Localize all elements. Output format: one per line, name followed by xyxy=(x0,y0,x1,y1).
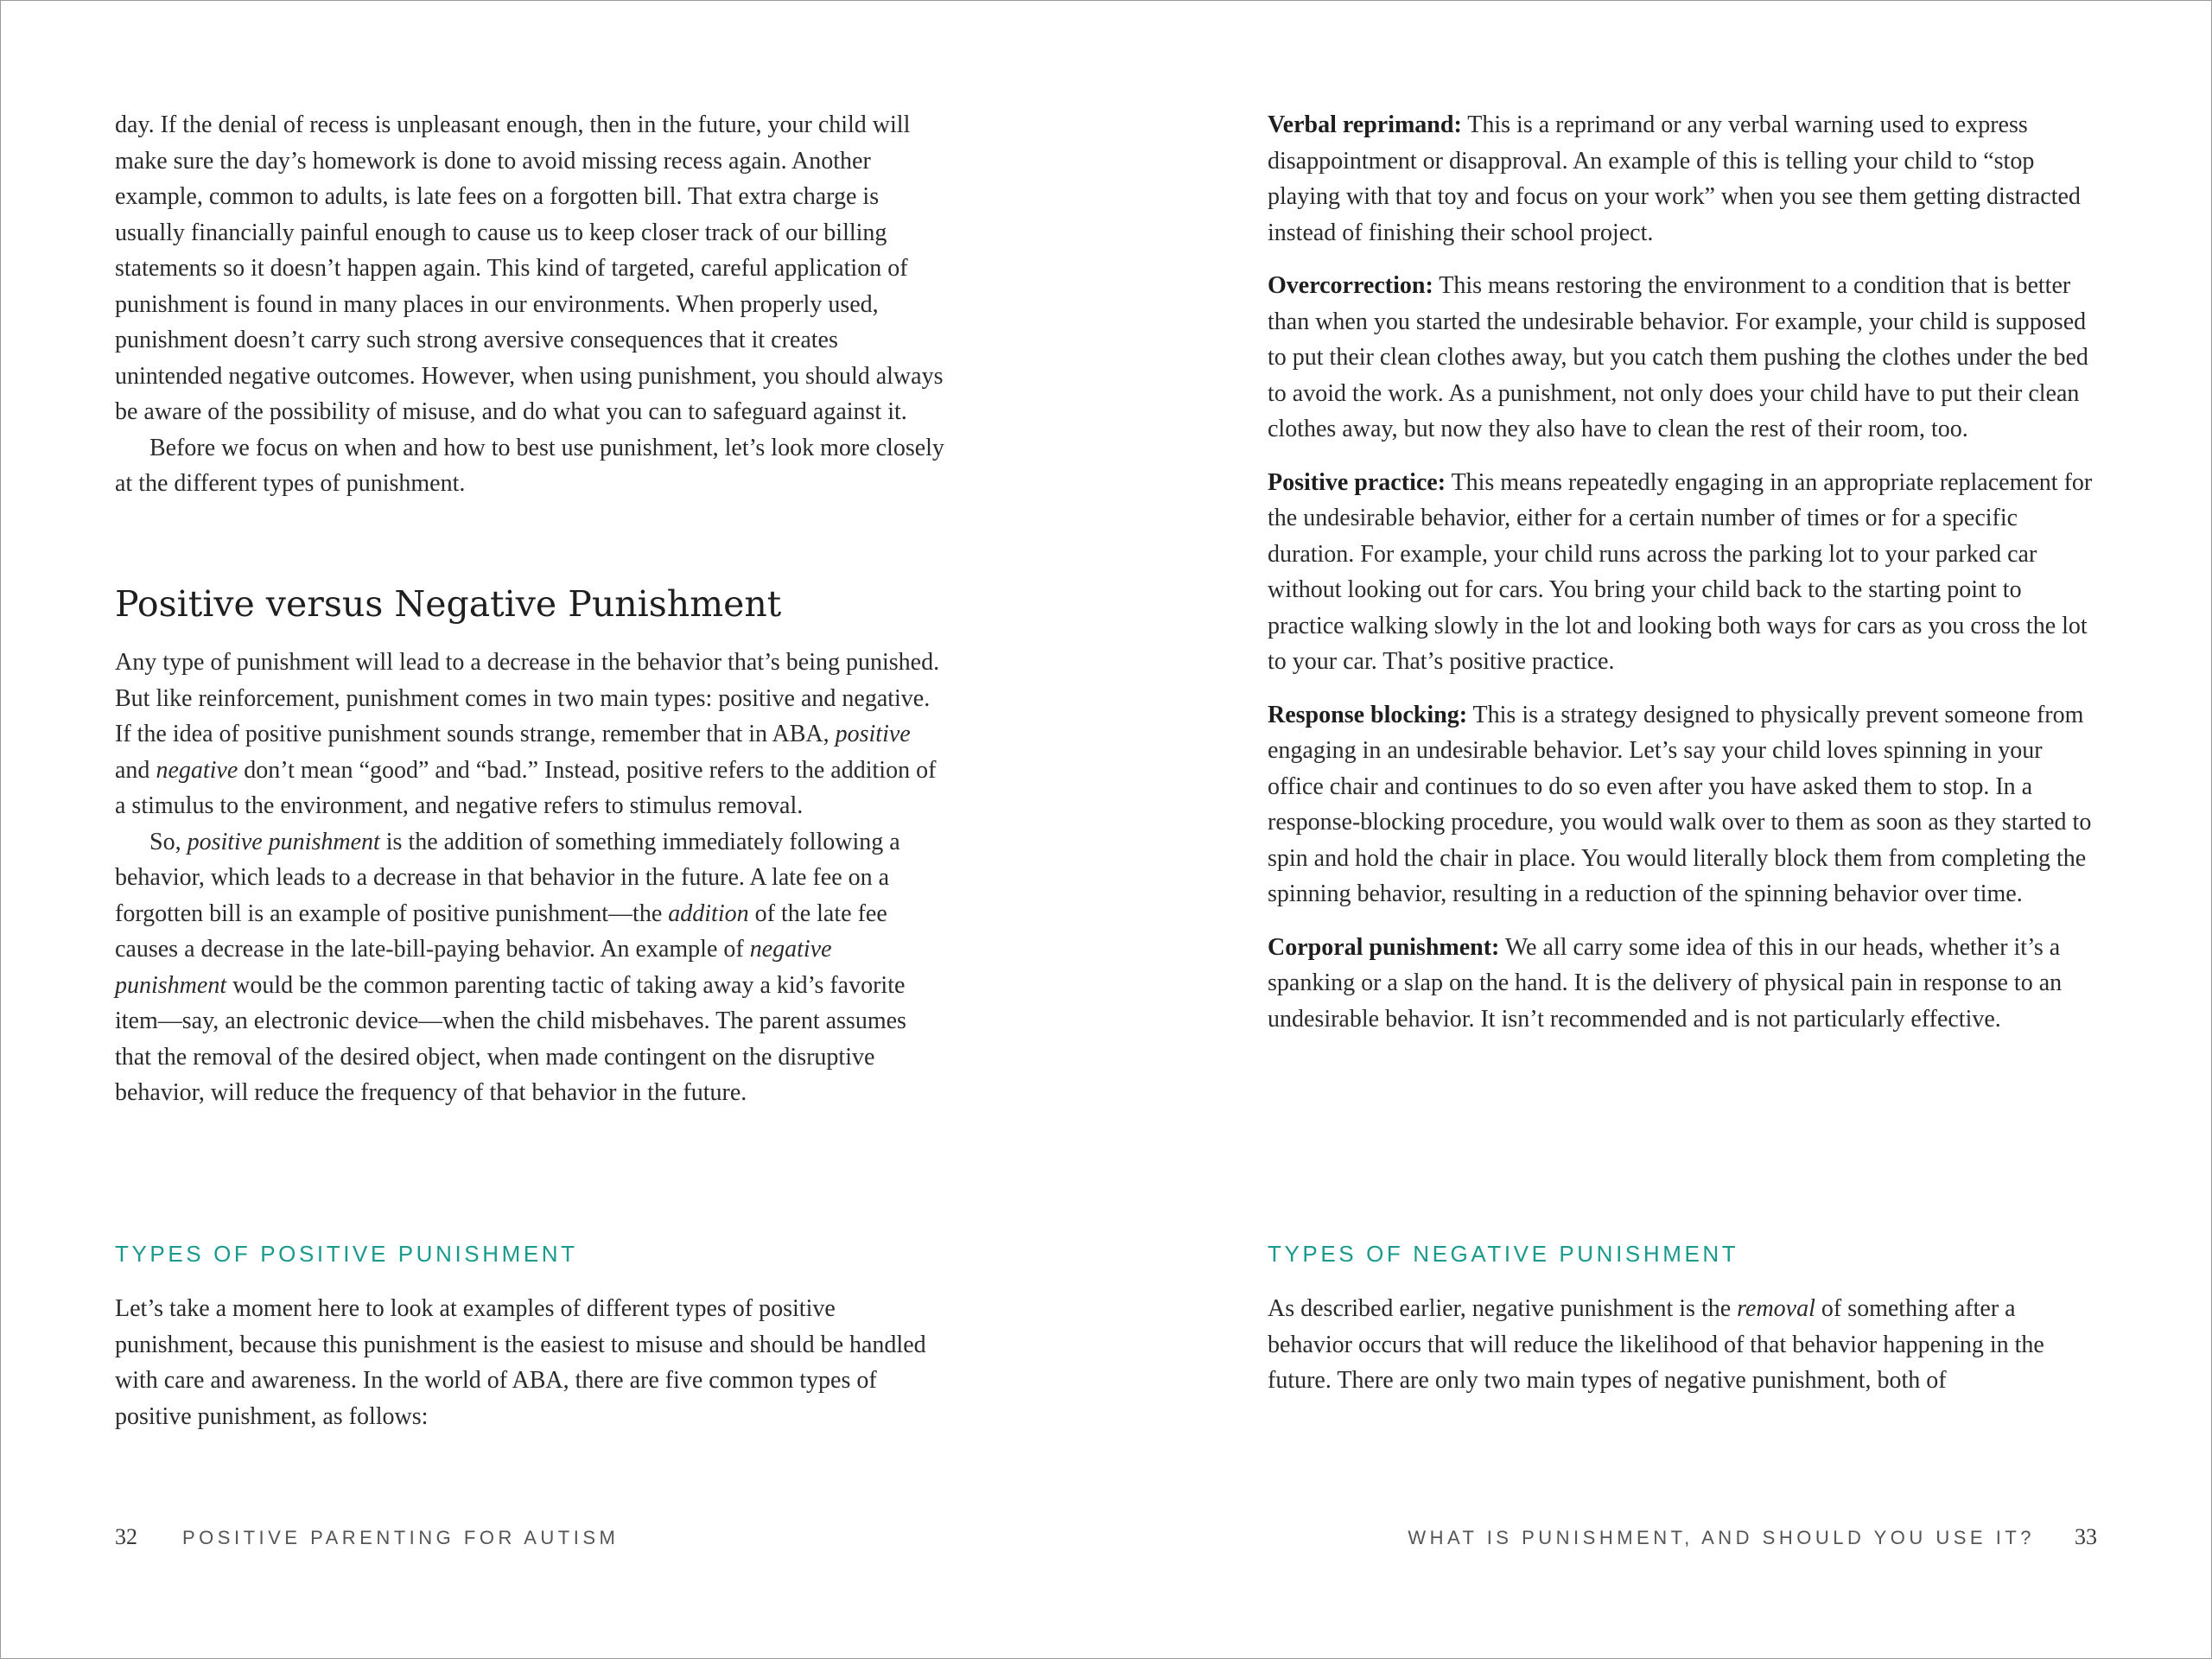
page-number-right: 33 xyxy=(2075,1524,2097,1549)
term-label: Corporal punishment: xyxy=(1268,933,1500,961)
term-label: Verbal reprimand: xyxy=(1268,111,1462,138)
term-text: This means repeatedly engaging in an appropriate replacement for the undesirable behavior, either for a certain number of times or for a specific duration. For example, your child runs across the parking lot to your parked car without looking out for cars. You bring your child back to the starting point to practice walking slowly in the lot and looking both ways for cars as you cross the lot to your car. That’s positive practice. xyxy=(1268,468,2093,675)
text-run: of the late fee causes a decrease in the late-bill-paying behavior. An example of xyxy=(115,899,887,963)
term-text: This is a strategy designed to physically prevent someone from engaging in an undesirable behavior. Let’s say your child loves spinning in your office chair and continues to do so even after you have asked them to stop. In a response-blocking procedure, you would walk over to them as soon as they started to spin and hold the chair in place. You would literally block them from completing the spinning behavior, resulting in a reduction of the spinning behavior over time. xyxy=(1268,701,2092,907)
paragraph xyxy=(1268,1291,2097,1399)
running-head-right: WHAT IS PUNISHMENT, AND SHOULD YOU USE IT? xyxy=(1408,1527,2035,1548)
section-heading: Positive versus Negative Punishment xyxy=(115,583,782,625)
right-page xyxy=(1268,0,2097,1659)
right-bottom-text xyxy=(1268,1291,2097,1399)
term-positive-practice xyxy=(1268,465,2097,680)
term-text: This is a reprimand or any verbal warning used to express disappointment or disapproval. An example of this is telling your child to “stop playing with that toy and focus on your work” when you see them getting distracted instead of finishing their school project. xyxy=(1268,111,2081,246)
term-overcorrection xyxy=(1268,268,2097,448)
term-label: Response blocking: xyxy=(1268,701,1468,728)
left-footer xyxy=(115,1520,619,1554)
term-label: Positive practice: xyxy=(1268,468,1446,496)
text-run: is the addition of something immediately following a behavior, which leads to a decrease in that behavior in the future. A late fee on a forgotten bill is an example of positive punishment—the xyxy=(115,828,900,927)
text-run: of something after a behavior occurs that will reduce the likelihood of that behavior happening in the future. There are only two main types of negative punishment, both of xyxy=(1268,1295,2044,1394)
term-verbal-reprimand xyxy=(1268,107,2097,251)
emphasis: positive punishment xyxy=(187,828,380,855)
text-run: would be the common parenting tactic of taking away a kid’s favorite item—say, an electronic device—when the child misbehaves. The parent assumes that the removal of the desired object, when made contingent on the disruptive behavior, will reduce the frequency of that behavior in the future. xyxy=(115,971,906,1106)
section-body xyxy=(115,645,944,1111)
left-top-text xyxy=(115,107,944,502)
term-text: We all carry some idea of this in our heads, whether it’s a spanking or a slap on the hand. It is the delivery of physical pain in response to an undesirable behavior. It isn’t recommended and is not particularly effective. xyxy=(1268,933,2063,1033)
text-run: and xyxy=(115,756,156,784)
term-corporal-punishment xyxy=(1268,930,2097,1038)
emphasis: negative punishment xyxy=(115,936,832,999)
punishment-types-list xyxy=(1268,107,2097,1054)
running-head-left: POSITIVE PARENTING FOR AUTISM xyxy=(182,1527,620,1548)
term-label: Overcorrection: xyxy=(1268,272,1433,299)
right-footer xyxy=(1408,1520,2097,1554)
term-response-blocking xyxy=(1268,697,2097,912)
term-text: This means restoring the environment to a condition that is better than when you started the undesirable behavior. For example, your child is supposed to put their clean clothes away, but you catch them pushing the clothes under the bed to avoid the work. As a punishment, not only does your child have to put their clean clothes away, but now they also have to clean the rest of their room, too. xyxy=(1268,272,2088,442)
paragraph xyxy=(115,824,944,1111)
emphasis: addition xyxy=(668,899,749,927)
emphasis: positive xyxy=(835,721,911,747)
subheading-positive-punishment: TYPES OF POSITIVE PUNISHMENT xyxy=(115,1241,578,1267)
paragraph: Let’s take a moment here to look at examples of different types of positive punishment, because this punishment is the easiest to misuse and should be handled with care and awareness. In the world of ABA, there are five common types of positive punishment, as follows: xyxy=(115,1295,926,1430)
left-bottom-text xyxy=(115,1291,944,1434)
paragraph: day. If the denial of recess is unpleasant enough, then in the future, your child will make sure the day’s homework is done to avoid missing recess again. Another example, common to adults, is late fees on a forgotten bill. That extra charge is usually financially painful enough to cause us to keep closer track of our billing statements so it doesn’t happen again. This kind of targeted, careful application of punishment is found in many places in our environments. When properly used, punishment doesn’t carry such strong aversive consequences that it creates unintended negative outcomes. However, when using punishment, you should always be aware of the possibility of misuse, and do what you can to safeguard against it. xyxy=(115,111,944,425)
emphasis: removal xyxy=(1737,1295,1815,1322)
left-page xyxy=(115,0,944,1659)
text-run: As described earlier, negative punishment is the xyxy=(1268,1295,1738,1322)
text-run: Any type of punishment will lead to a decrease in the behavior that’s being punished. But like reinforcement, punishment comes in two main types: positive and negative. If the idea of positive punishment sounds strange, remember that in ABA, xyxy=(115,649,940,747)
page-number-left: 32 xyxy=(115,1524,137,1549)
text-run: don’t mean “good” and “bad.” Instead, positive refers to the addition of a stimulus to the environment, and negative refers to stimulus removal. xyxy=(115,756,937,819)
text-run: So, xyxy=(149,828,188,855)
paragraph xyxy=(115,645,944,824)
paragraph: Before we focus on when and how to best use punishment, let’s look more closely at the different types of punishment. xyxy=(115,434,944,497)
subheading-negative-punishment: TYPES OF NEGATIVE PUNISHMENT xyxy=(1268,1241,1739,1267)
emphasis: negative xyxy=(156,756,238,784)
